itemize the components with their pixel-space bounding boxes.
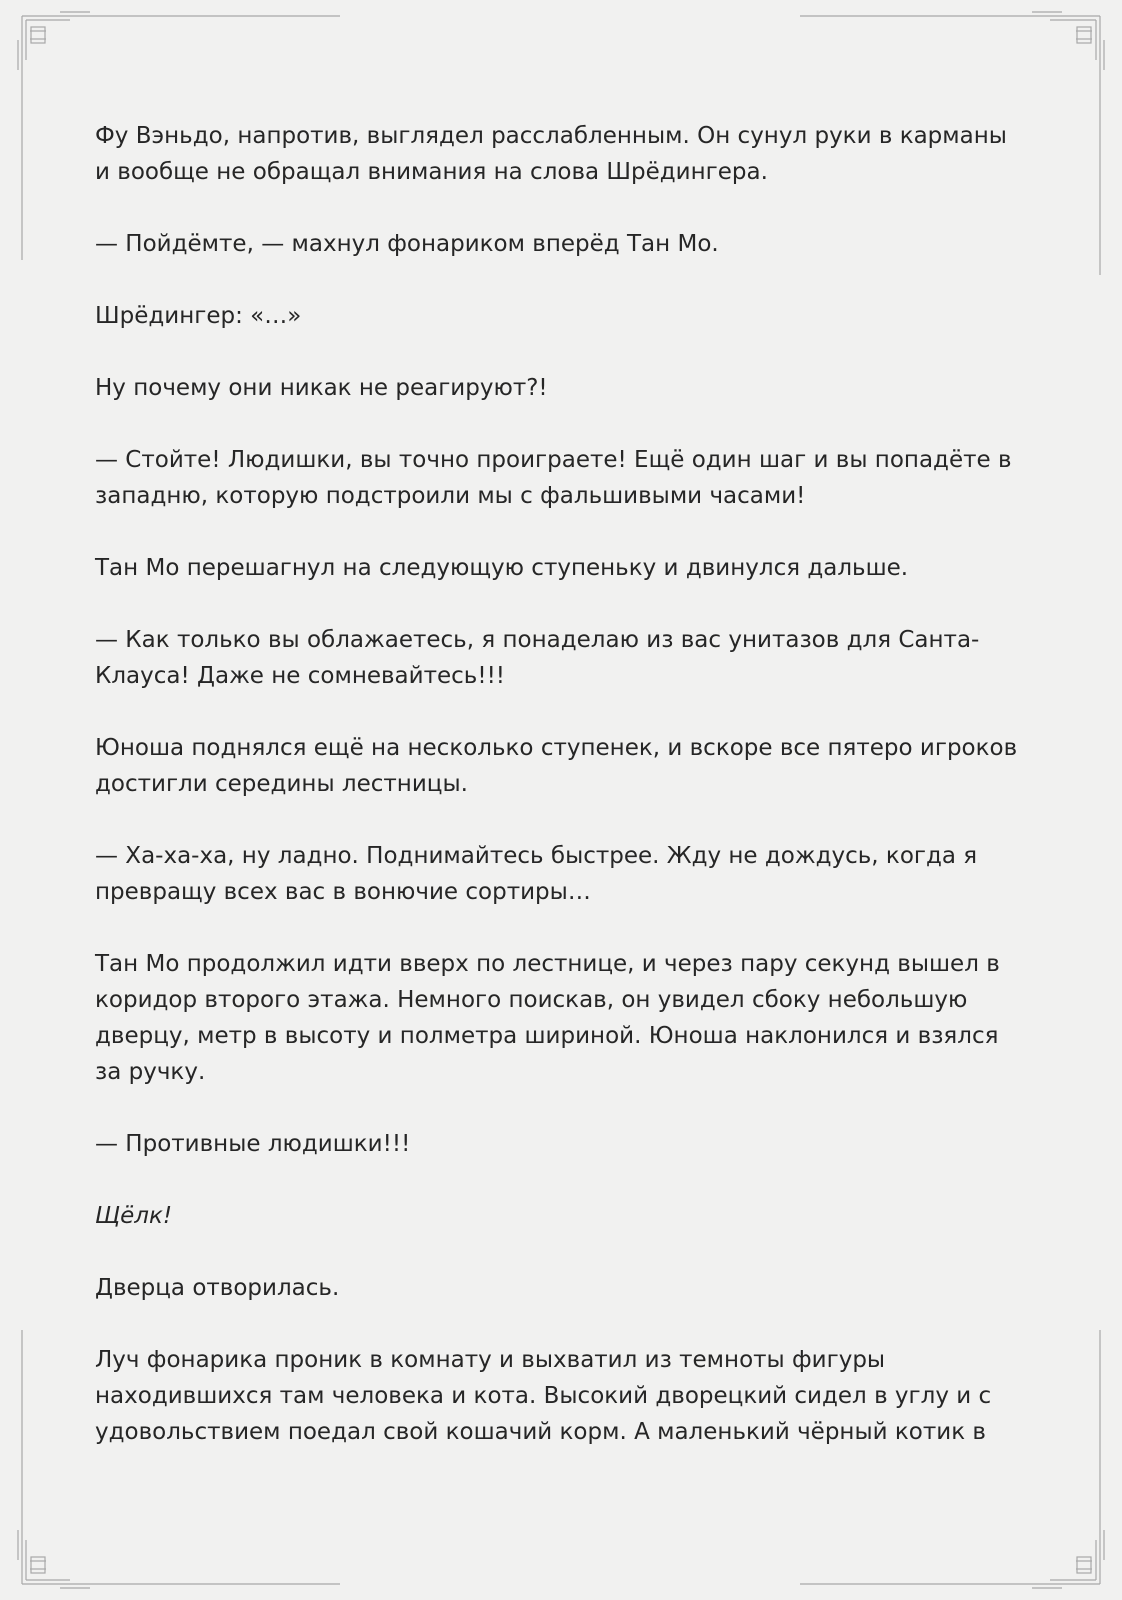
paragraph: — Пойдёмте, — махнул фонариком вперёд Тан Мо.	[95, 231, 719, 257]
paragraph: Юноша поднялся ещё на несколько ступенек, и вскоре все пятеро игроков достигли середины лестницы.	[95, 735, 1018, 797]
paragraph: — Ха-ха-ха, ну ладно. Поднимайтесь быстрее. Жду не дождусь, когда я превращу всех вас в вонючие сортиры…	[95, 843, 978, 905]
paragraph: — Как только вы облажаетесь, я понаделаю из вас унитазов для Санта- Клауса! Даже не сомневайтесь!!!	[95, 627, 980, 689]
paragraph: Тан Мо продолжил идти вверх по лестнице, и через пару секунд вышел в коридор второго этажа. Немного поискав, он увидел сбоку небольшую дверцу, метр в высоту и полметра шириной. Юноша наклонился и взялся за ручку.	[95, 951, 1000, 1085]
paragraph-italic: Щёлк!	[95, 1203, 173, 1229]
paragraph: Ну почему они никак не реагируют?!	[95, 375, 548, 401]
paragraph: Фу Вэньдо, напротив, выглядел расслабленным. Он сунул руки в карманы и вообще не обращал внимания на слова Шрёдингера.	[95, 123, 1007, 185]
paragraph: — Противные людишки!!!	[95, 1131, 411, 1157]
paragraph: Тан Мо перешагнул на следующую ступеньку и двинулся дальше.	[95, 555, 909, 581]
paragraph: Шрёдингер: «…»	[95, 303, 302, 329]
paragraph: Луч фонарика проник в комнату и выхватил из темноты фигуры находившихся там человека и кота. Высокий дворецкий сидел в углу и с удовольствием поедал свой кошачий корм. А маленький чёрный котик в	[95, 1347, 992, 1445]
paragraph: Дверца отворилась.	[95, 1275, 340, 1301]
document-body	[95, 118, 1025, 1450]
paragraph: — Стойте! Людишки, вы точно проиграете! Ещё один шаг и вы попадёте в западню, которую подстроили мы с фальшивыми часами!	[95, 447, 1012, 509]
